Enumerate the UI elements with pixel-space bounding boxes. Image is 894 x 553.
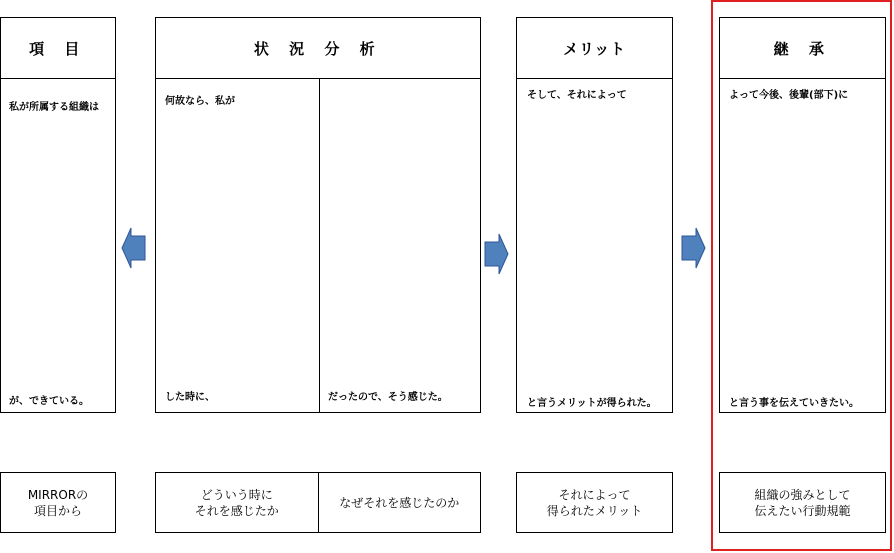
item-column-bottom-text: が、できている。 <box>9 396 89 407</box>
item-column-header: 項 目 <box>1 18 115 79</box>
inherit-column-bottom-text: と言う事を伝えていきたい。 <box>729 398 859 409</box>
analysis-column <box>155 17 481 413</box>
item-column-top-text: 私が所属する組織は <box>9 102 99 113</box>
merit-column <box>516 17 673 413</box>
analysis-divider <box>319 78 320 412</box>
arrow-right-icon <box>483 229 509 279</box>
item-column <box>0 17 116 413</box>
analysis-left-top-text: 何故なら、私が <box>165 96 235 107</box>
inherit-column-header: 継 承 <box>720 18 885 79</box>
merit-footer: それによって 得られたメリット <box>516 472 673 533</box>
highlight-frame <box>711 0 892 551</box>
merit-column-bottom-text: と言うメリットが得られた。 <box>527 398 657 409</box>
arrow-right-icon <box>680 223 706 273</box>
analysis-right-bottom-text: だったので、そう感じた。 <box>328 392 448 403</box>
item-footer: MIRRORの 項目から <box>0 472 116 533</box>
analysis-footer-left: どういう時に それを感じたか <box>194 487 279 518</box>
analysis-footer <box>155 472 481 533</box>
inherit-column-top-text: よって今後、後輩(部下)に <box>729 90 849 101</box>
analysis-left-bottom-text: した時に、 <box>165 392 215 403</box>
inherit-footer: 組織の強みとして 伝えたい行動規範 <box>719 472 886 533</box>
merit-column-top-text: そして、それによって <box>527 90 627 101</box>
analysis-footer-right: なぜそれを感じたのか <box>318 473 481 532</box>
arrow-left-icon <box>121 223 147 273</box>
merit-column-header: メリット <box>517 18 672 79</box>
analysis-column-header: 状 況 分 析 <box>156 18 480 79</box>
